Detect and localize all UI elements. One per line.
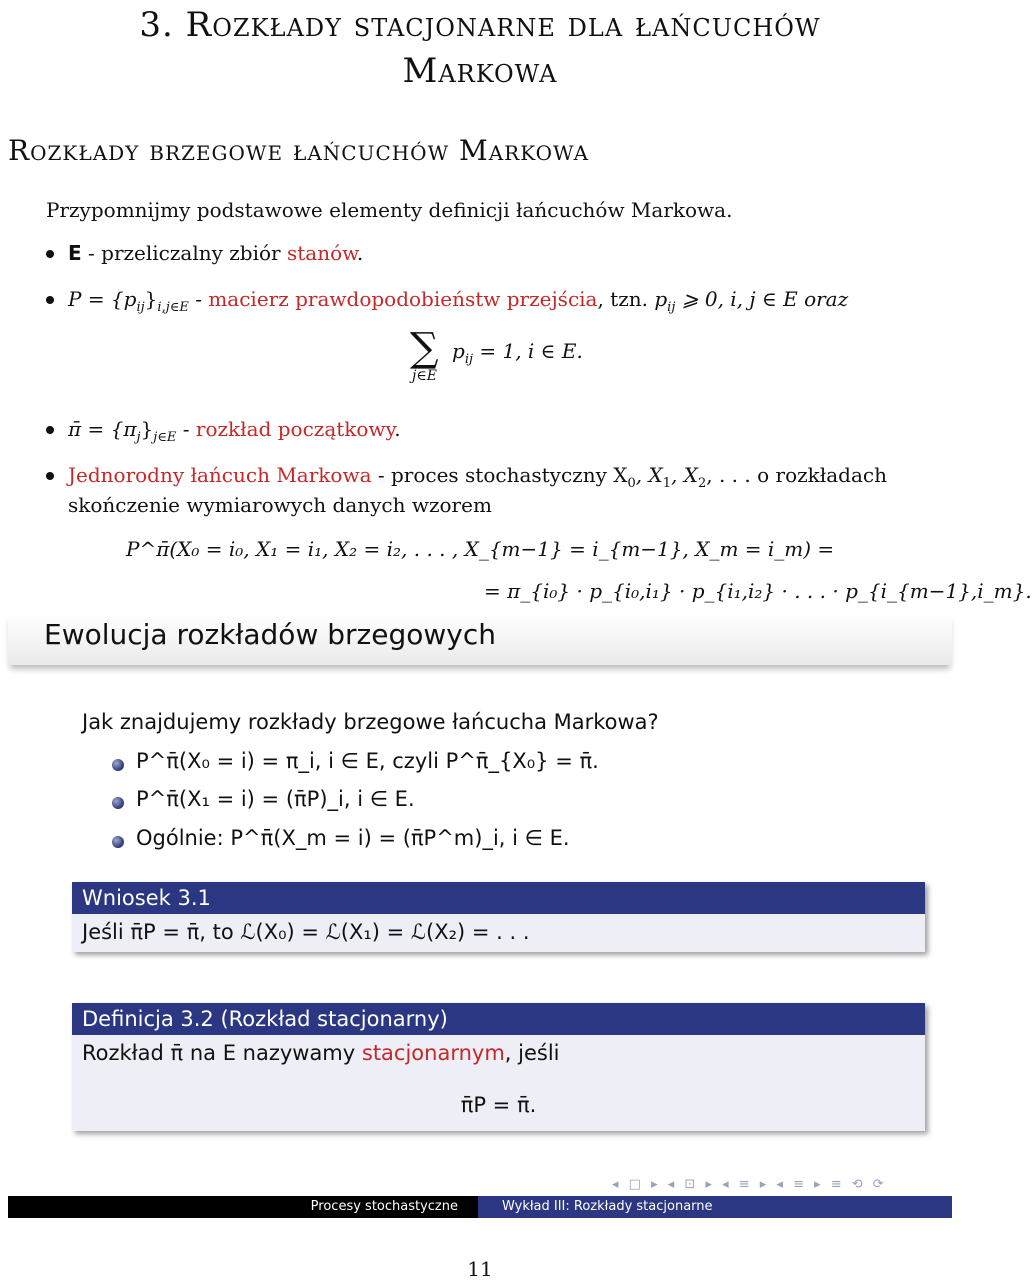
state-set-symbol: E [68,241,82,265]
slide-bullet-icon [112,836,124,848]
corollary-block [72,882,925,952]
term-stationary: stacjonarnym [361,1041,505,1065]
bullet-states [68,240,363,266]
pi-sub: j [136,430,141,445]
definition-post: , jeśli [504,1041,560,1065]
bullet-line2: skończenie wymiarowych danych wzorem [68,493,492,517]
sum-body [452,338,583,373]
bullet-end: . [394,417,401,441]
pi-close: } [140,417,154,441]
stationary-formula: π̄P = π̄. [460,1093,537,1117]
sum-index: j∈E [412,368,437,384]
bullet-dot [46,426,54,434]
sum-formula [410,325,439,384]
cond-sub: ij [667,300,676,315]
slide-bullet-1: P^π̄(X₀ = i) = π_i, i ∈ E, czyli P^π̄_{X₀} = π̄. [136,749,599,773]
sigma-symbol: ∑ [410,325,439,371]
joint-formula-line2: = π_{i₀} · p_{i₀,i₁} · p_{i₁,i₂} · . . . · p_{i_{m−1},i_m}. [484,579,1032,603]
document-title-line1: 3. Rozkłady stacjonarne dla łańcuchów [139,5,821,45]
term-transition-matrix: macierz prawdopodobieństw przejścia [208,287,598,311]
definition-text [82,1041,560,1065]
definition-pre: Rozkład π̄ na E nazywamy [82,1041,362,1065]
sum-rest: = 1, i ∈ E. [473,339,583,363]
slide-bullet-2: P^π̄(X₁ = i) = (π̄P)_i, i ∈ E. [136,787,415,811]
bullet-dot [46,250,54,258]
term-initial-distribution: rozkład początkowy [195,417,395,441]
definition-block [72,1003,925,1131]
sum-p: p [452,339,465,363]
matrix-index-set: i,j∈E [157,300,189,315]
bullet-after: , tzn. [597,287,655,311]
bullet-rest: o rozkładach [757,463,887,487]
definition-body [72,1035,925,1131]
cond-p: p [654,287,668,311]
bullet-initial-distribution [68,416,401,451]
slide-bullet-icon [112,797,124,809]
bullet-text: - przeliczalny zbiór [81,241,287,265]
section-title: Rozkłady brzegowe łańcuchów Markowa [8,134,590,167]
slide-bullet-3: Ogólnie: P^π̄(X_m = i) = (π̄P^m)_i, i ∈ E. [136,826,570,850]
joint-formula-line1: P^π̄(X₀ = i₀, X₁ = i₁, X₂ = i₂, . . . , X_{m−1} = i_{m−1}, X_m = i_m) = [126,537,835,561]
document-title-line2: Markowa [402,51,558,91]
cond-rest: ⩾ 0, i, j ∈ E oraz [675,287,849,311]
bullet-end: . [356,241,364,265]
corollary-title: Wniosek 3.1 [72,882,925,914]
matrix-sub: ij [136,300,145,315]
bullet-homogeneous-chain: Jednorodny łańcuch Markowa - proces stochastyczny $X_0$, $X_1$, $X_2$, . . . o rozkładach [68,463,887,491]
footer-lecture: Wykład III: Rozkłady stacjonarne [478,1196,952,1218]
pi-lhs: π̄ = {π [68,417,137,441]
beamer-navigation-icons[interactable]: ◂ □ ▸ ◂ ⊡ ▸ ◂ ≡ ▸ ◂ ≡ ▸ ≡ ⟲ ⟳ [612,1177,887,1192]
bullet-dash: - [176,417,196,441]
bullet-transition-matrix [68,286,848,321]
corollary-body: Jeśli π̄P = π̄, to ℒ(X₀) = ℒ(X₁) = ℒ(X₂) = . . . [72,914,925,952]
bullet-text: - proces stochastyczny X [371,463,628,487]
definition-title: Definicja 3.2 (Rozkład stacjonarny) [72,1003,925,1035]
bullet-dash: - [188,287,209,311]
sum-p-sub: ij [464,352,474,367]
slide-bullet-icon [112,759,124,771]
bullet-dot [46,472,54,480]
pi-index-set: j∈E [153,430,177,445]
intro-paragraph: Przypomnijmy podstawowe elementy definicji łańcuchów Markowa. [46,198,733,222]
bullet-dot [46,296,54,304]
matrix-close: } [144,287,158,311]
slide-title: Ewolucja rozkładów brzegowych [44,618,496,651]
matrix-lhs: P = {p [68,287,137,311]
page-number: 11 [467,1257,493,1281]
slide-question: Jak znajdujemy rozkłady brzegowe łańcucha Markowa? [82,710,659,734]
footer-course: Procesy stochastyczne [8,1196,478,1218]
term-homogeneous-chain: Jednorodny łańcuch Markowa [68,463,372,487]
term-states: stanów [286,241,357,265]
